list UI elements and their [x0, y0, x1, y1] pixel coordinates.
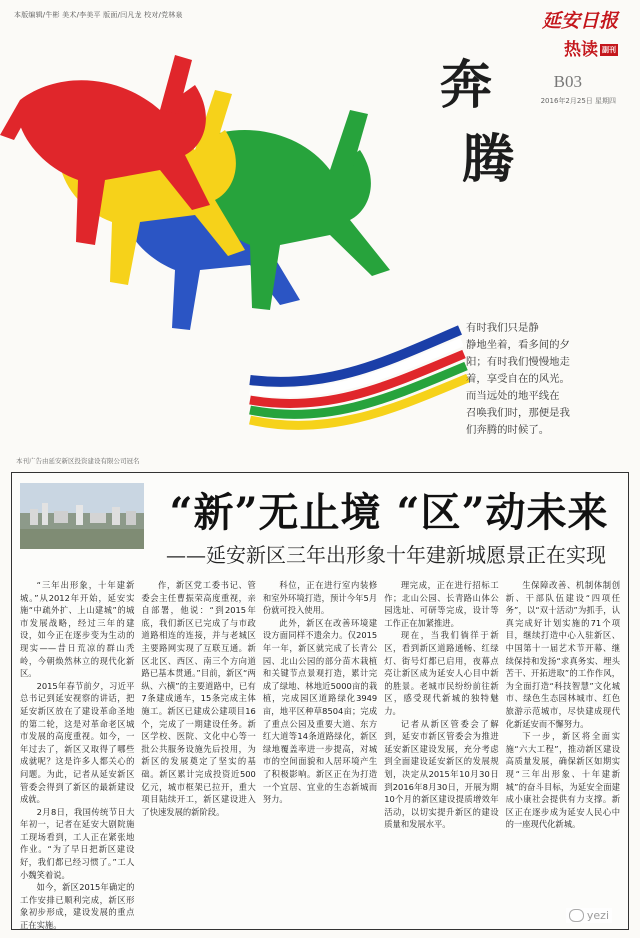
paragraph: 生保障改善、机制体制创新、干部队伍建设“四项任务”，以“双十活动”为抓手，认真完成好计划实施的71个项目，继续打造中心入驻新区、中国第十一届艺术节开幕、继续保持和发扬“求真务实、埋头苦干、开拓进取”的工作作风，为全面打造“科技智慧”文化城市、绿色生态园林城市、红色旅游示范城市，尽快建成现代化新延安而不懈努力。 — [505, 580, 621, 729]
title-char-2: 腾 — [462, 129, 515, 190]
paragraph: 2015年春节前夕，习近平总书记到延安视察的讲话，把延安新区放在了建设革命圣地的第二轮，这是对革命老区城市发展的高度重视。如今，一年过去了，新区又取得了哪些成就呢？这是许多人都关心的问题。为此，记者从延安新区管委会得到了新区的最新建设成就。 — [20, 680, 135, 805]
article-subheadline: ——延安新区三年出形象十年建新城愿景正在实现 — [166, 543, 606, 567]
section-tag: 副刊 — [602, 46, 616, 54]
paragraph: 作，新区党工委书记、管委会主任曹振荣高度重视，亲自部署，他说：“到2015年底，我们新区已完成了与市政道路相连的连接，并与老城区主要路网实现了互联互通。新区北区、西区、南三个方向道路已基本贯通。”目前，新区“两纵、六横”的主要道路中，已有7条建成通车，15条完成主体施工。新区已建成公建项目16个，完成了一期建设任务。新区学校、医院、文化中心等一批公共服务设施先后投用，为新区的发展奠定了坚实的基础。新区累计完成投资近500亿元，城市框架已拉开，重大项目陆续开工，新区建设进入了快速发展的新阶段。 — [141, 580, 256, 817]
paragraph: 理完成，正在进行招标工作；北山公园、长青路山体公园选址、可研等完成，设计等工作正在加紧推进。 — [384, 580, 499, 628]
paragraph: 此外，新区在改善环境建设方面同样不遗余力。仅2015年一年，新区就完成了长青公园、北山公园的部分苗木栽植和关键节点景观打造，累计完成了绿地、林地近5000亩的栽植，完成园区道路绿化3949亩，地平区种草8504亩；完成了重点公园及重要大道、东方红大道等14条道路绿化，新区绿地覆盖率进一步提高，对城市的空间面貌和人居环境产生了积极影响。新区正在为打造一个宜居、宜业的生态新城而努力。 — [262, 617, 378, 805]
article-headline: “新”无止境 “区”动未来 — [169, 489, 609, 536]
poem-line: 而当远处的地平线在 — [466, 390, 560, 402]
page-number: B03 — [553, 72, 582, 91]
paragraph: 现在，当我们徜徉于新区，看到新区道路通畅、红绿灯、街号灯都已启用，夜幕点亮让新区成为延安人心目中新的胜景。老城市民纷纷前往新区，感受现代新城的独特魅力。 — [384, 630, 499, 716]
poem-text — [466, 320, 598, 439]
article-column — [20, 579, 135, 931]
title-char-1: 奔 — [440, 55, 493, 116]
paper-name: 延安日报 — [541, 10, 618, 32]
article-column — [263, 579, 377, 923]
publication-date: 2016年2月25日 星期四 — [540, 97, 616, 105]
poem-line: 着，享受自在的风光。 — [466, 373, 570, 385]
new-district-photo — [20, 483, 144, 549]
article-body — [20, 579, 621, 931]
paragraph: 如今，新区2015年确定的工作安排已顺利完成，新区形象初步形成，建设发展的重点正在实施。 — [20, 882, 135, 931]
article-column — [506, 579, 620, 923]
section-name: 热读 — [564, 40, 598, 60]
poem-line: 静地坐着，看多间的夕 — [466, 339, 570, 351]
watermark — [566, 908, 612, 923]
sponsor-credit: 本刊广告由延安新区投资建设有限公司冠名 — [16, 457, 140, 465]
article-column — [141, 579, 255, 923]
art-title — [440, 55, 515, 190]
poem-line: 召唤我们时，那便是我 — [466, 407, 570, 419]
paragraph: 2月8日，我国传统节日大年初一，记者在延安大剧院施工现场看到，工人正在紧张地作业。“为了早日把新区建设好，我们都已经习惯了。”工人小魏笑着说。 — [20, 806, 135, 880]
article-column — [384, 579, 498, 923]
watermark-text: yezi — [586, 909, 609, 922]
paragraph: 科位，正在进行室内装修和室外环境打造，预计今年5月份就可投入使用。 — [262, 580, 378, 616]
poem-line: 有时我们只是静 — [466, 322, 539, 334]
staff-line: 本版编辑/牛彬 美术/李美平 版面/闫凡龙 校对/党林泉 — [14, 11, 183, 19]
chat-bubble-icon — [569, 909, 584, 922]
article-box — [11, 472, 629, 930]
paragraph: “三年出形象，十年建新城。”从2012年开始，延安实施“中疏外扩、上山建城”的城市发展战略，经过三年的建设，如今正在逐步变为生动的现实——昔日荒凉的群山秃岭，今朝焕然林立的现代化新区。 — [20, 580, 135, 679]
paragraph: 下一步，新区将全面实施“六大工程”，推动新区建设高质量发展，确保新区如期实现“三年出形象、十年建新城”的奋斗目标，为延安全面建成小康社会提供有力支撑。新区正在逐步成为延安人民心中的一座现代化新城。 — [505, 731, 621, 830]
poem-line: 阳；有时我们慢慢地走 — [466, 356, 570, 368]
color-ribbon — [250, 330, 468, 425]
poem-line: 们奔腾的时候了。 — [466, 424, 550, 436]
paragraph: 记者从新区管委会了解到，延安市新区管委会为推进延安新区建设发展，充分考虑到全面建设延安新区的发展规划，决定从2015年10月30日到2016年8月30日，开展为期10个月的新区建设提质增效年活动，以切实提升新区的建设质量和发展水平。 — [384, 718, 499, 830]
